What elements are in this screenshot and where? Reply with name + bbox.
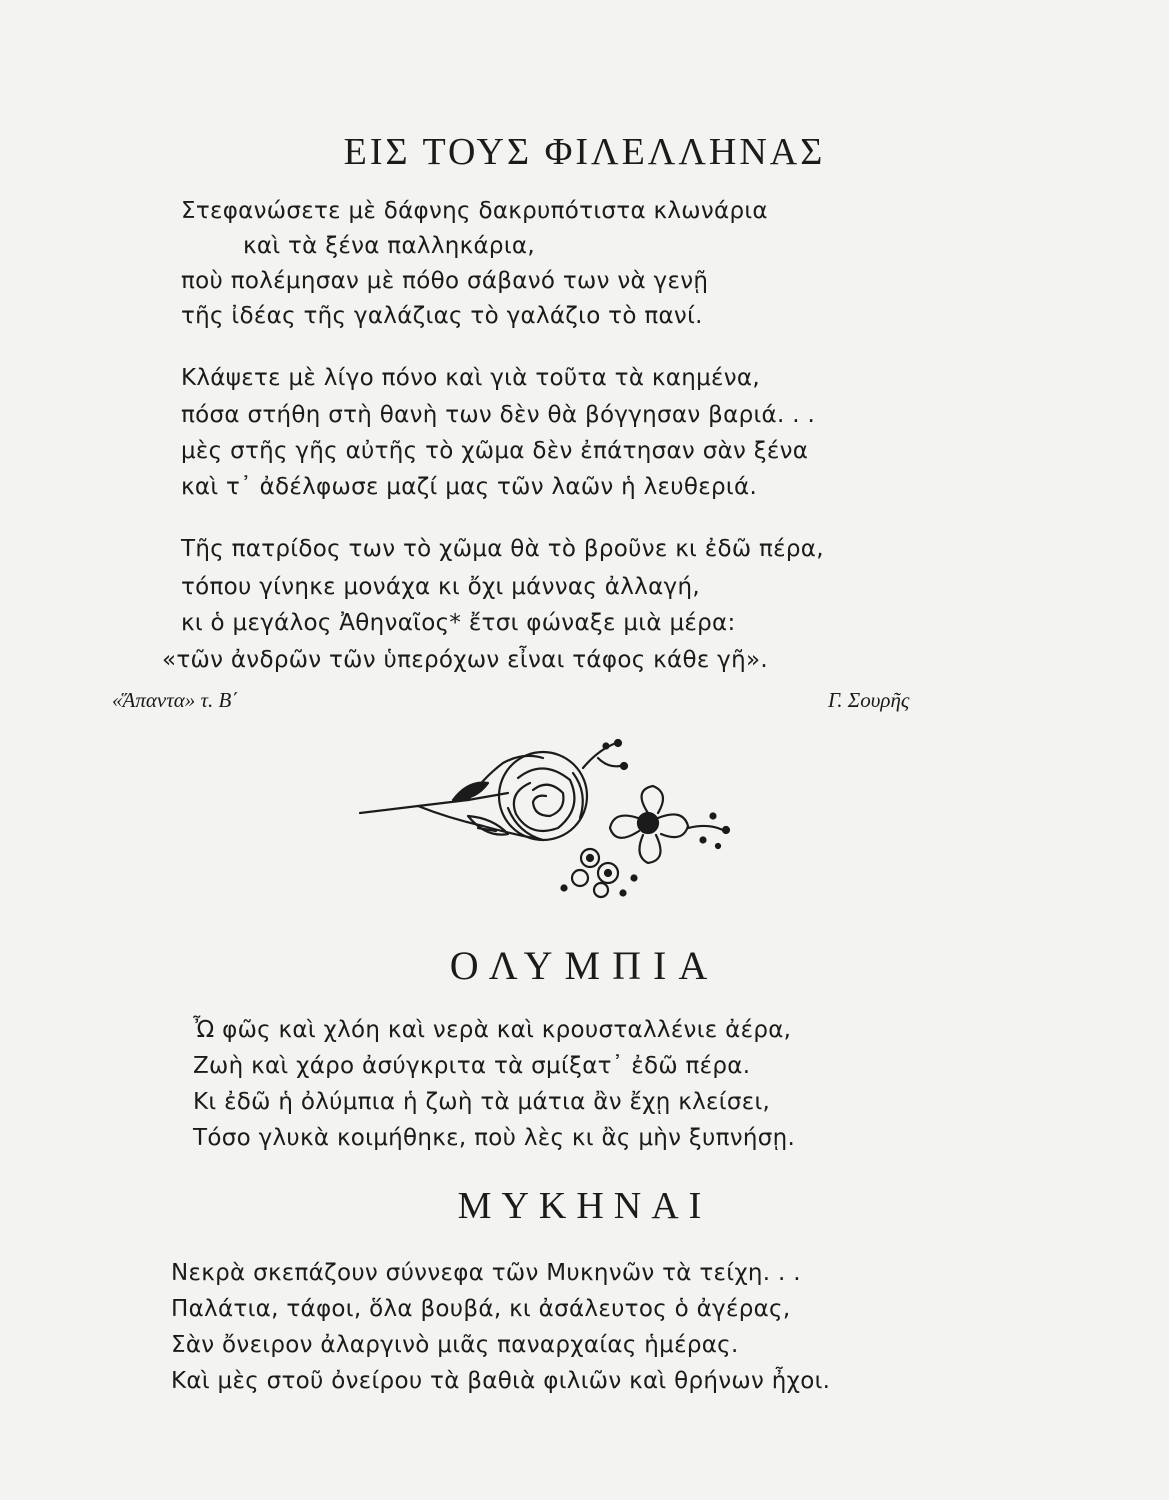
poem-line: Καὶ μὲς στοῦ ὀνείρου τὰ βαθιὰ φιλιῶν καὶ θρήνων ἦχοι. [171, 1368, 831, 1394]
poem-line: Νεκρὰ σκεπάζουν σύννεφα τῶν Μυκηνῶν τὰ τείχη. . . [171, 1260, 801, 1286]
poem-line: πόσα στήθη στὴ θανὴ των δὲν θὰ βόγγησαν βαριά. . . [181, 402, 816, 428]
poem-line: Τόσο γλυκὰ κοιμήθηκε, ποὺ λὲς κι ἂς μὴν ξυπνήσῃ. [193, 1125, 796, 1151]
poem-line: καὶ τ᾽ ἀδέλφωσε μαζί μας τῶν λαῶν ἡ λευθεριά. [181, 474, 758, 500]
poem-line: Παλάτια, τάφοι, ὅλα βουβά, κι ἀσάλευτος ὁ ἀγέρας, [171, 1296, 791, 1322]
poem-line: ποὺ πολέμησαν μὲ πόθο σάβανό των νὰ γενῇ [181, 268, 709, 294]
poem-line: «τῶν ἀνδρῶν τῶν ὑπερόχων εἶναι τάφος κάθε γῆ». [162, 647, 768, 673]
rose-flower-branch-icon [358, 738, 748, 918]
poem-line: τόπου γίνηκε μονάχα κι ὄχι μάννας ἀλλαγή, [181, 574, 700, 600]
poem-line: Κι ἐδῶ ἡ ὀλύμπια ἡ ζωὴ τὰ μάτια ἂν ἔχῃ κλείσει, [193, 1089, 771, 1115]
poem-line: κι ὁ μεγάλος Ἀθηναῖος* ἔτσι φώναξε μιὰ μέρα: [181, 610, 736, 636]
poem-line: Τῆς πατρίδος των τὸ χῶμα θὰ τὸ βροῦνε κι ἐδῶ πέρα, [181, 536, 824, 562]
poem-title-filellinas: ΕΙΣ ΤΟΥΣ ΦΙΛΕΛΛΗΝΑΣ [343, 131, 826, 173]
poem-line: Στεφανώσετε μὲ δάφνης δακρυπότιστα κλωνάρια [181, 198, 768, 224]
poem-line: Ὦ φῶς καὶ χλόη καὶ νερὰ καὶ κρουσταλλένιε ἀέρα, [193, 1017, 792, 1043]
source-reference: «Ἅπαντα» τ. Β΄ [112, 688, 239, 712]
poem-line: μὲς στῆς γῆς αὐτῆς τὸ χῶμα δὲν ἐπάτησαν σὰν ξένα [181, 438, 809, 464]
author-signature: Γ. Σουρῆς [828, 688, 910, 712]
poem-line: Ζωὴ καὶ χάρο ἀσύγκριτα τὰ σμίξατ᾽ ἐδῶ πέρα. [193, 1053, 751, 1079]
poem-line: τῆς ἰδέας τῆς γαλάζιας τὸ γαλάζιο τὸ πανί. [181, 303, 703, 329]
poem-line: καὶ τὰ ξένα παλληκάρια, [243, 233, 535, 259]
poem-line: Σὰν ὄνειρον ἀλαργινὸ μιᾶς παναρχαίας ἡμέρας. [171, 1332, 739, 1358]
poem-title-olympia: ΟΛΥΜΠΙΑ [449, 943, 720, 988]
poem-line: Κλάψετε μὲ λίγο πόνο καὶ γιὰ τοῦτα τὰ καημένα, [181, 365, 760, 391]
poem-title-mykinai: ΜΥΚΗΝΑΙ [457, 1185, 712, 1227]
